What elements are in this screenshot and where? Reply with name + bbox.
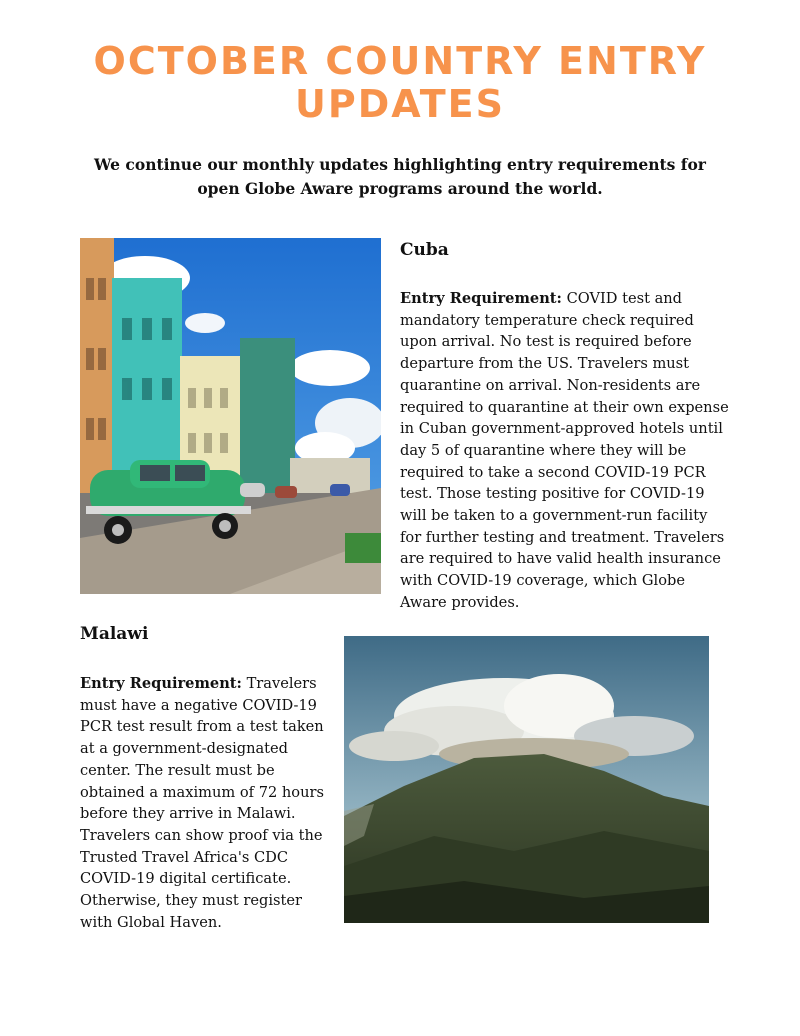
- malawi-requirement: [80, 673, 332, 933]
- page-title: OCTOBER COUNTRY ENTRY UPDATES: [93, 39, 707, 126]
- malawi-requirement-label: Entry Requirement:: [80, 675, 242, 692]
- intro-text: We continue our monthly updates highlighting entry requirements for open Globe Aware programs around the world.: [94, 155, 706, 198]
- cuba-heading: Cuba: [400, 240, 449, 260]
- cuba-requirement-text: COVID test and mandatory temperature check required upon arrival. No test is required before departure from the US. Travelers must quarantine on arrival. Non-residents are required to quarantine at their own expense in Cuban government-approved hotels until day 5 of quarantine where they will be required to take a second COVID-19 PCR test. Those testing positive for COVID-19 will be taken to a government-run facility for further testing and treatment. Travelers are required to have valid health insurance with COVID-19 coverage, which Globe Aware provides.: [400, 290, 729, 611]
- malawi-requirement-text: Travelers must have a negative COVID-19 PCR test result from a test taken at a government-designated center. The result must be obtained a maximum of 72 hours before they arrive in Malawi. Travelers can show proof via the Trusted Travel Africa's CDC COVID-19 digital certificate. Otherwise, they must register with Global Haven.: [80, 675, 324, 931]
- malawi-heading: Malawi: [80, 624, 149, 644]
- cuba-requirement: [400, 288, 730, 614]
- cuba-requirement-label: Entry Requirement:: [400, 290, 562, 307]
- cuba-photo: [80, 238, 381, 594]
- malawi-photo: [344, 636, 709, 923]
